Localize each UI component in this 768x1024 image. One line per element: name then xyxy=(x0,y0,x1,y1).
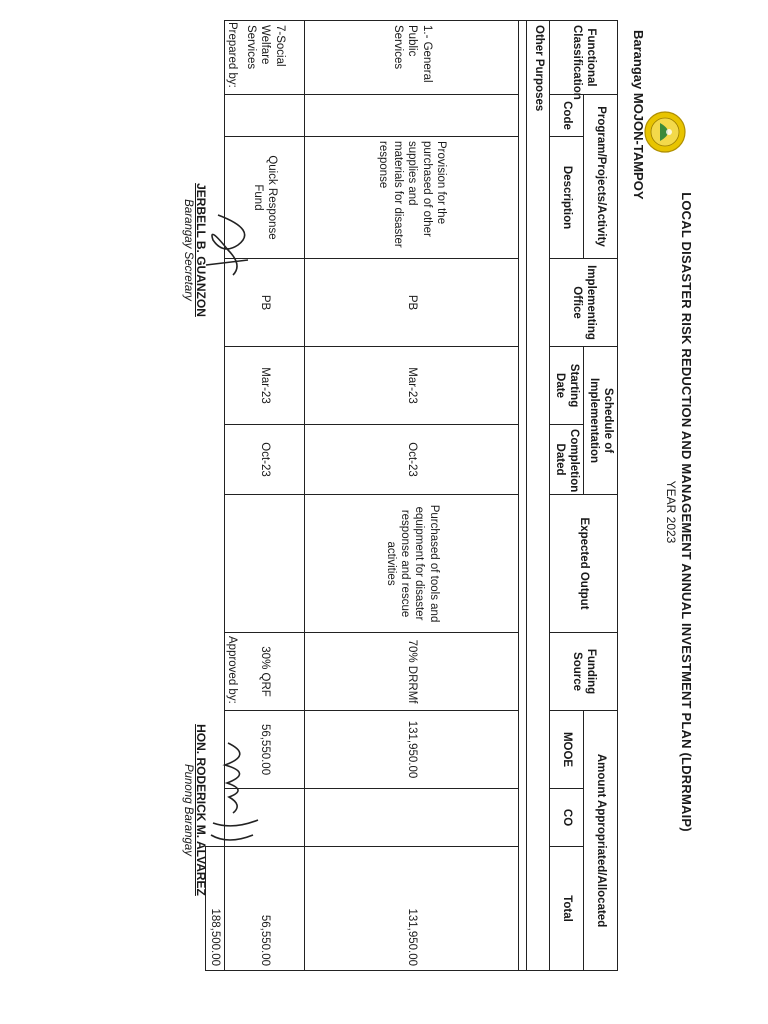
cell-mooe: 56,550.00 xyxy=(225,711,305,789)
cell-total: 56,550.00 xyxy=(225,847,305,971)
col-total: Total xyxy=(550,847,584,971)
cell-output xyxy=(225,495,305,633)
col-co: CO xyxy=(550,789,584,847)
cell-mooe: 131,950.00 xyxy=(305,711,519,789)
cell-start: Mar-23 xyxy=(305,347,519,425)
cell-classification: 7-Social Welfare Services xyxy=(225,21,305,95)
document-year: YEAR 2023 xyxy=(664,480,678,544)
col-starting-date: Starting Date xyxy=(550,347,584,425)
col-schedule: Schedule of Implementation xyxy=(584,347,618,495)
cell-fund: 30% QRF xyxy=(225,633,305,711)
col-amount: Amount Appropriated/Allocated xyxy=(584,711,618,971)
prepared-by-block xyxy=(182,140,208,360)
table-row xyxy=(305,21,519,971)
cell-office: PB xyxy=(305,259,519,347)
col-description: Description xyxy=(550,137,584,259)
prepared-by-position: Barangay Secretary xyxy=(182,199,194,301)
cell-output: Purchased of tools and equipment for disaster response and rescue activities xyxy=(305,495,519,633)
prepared-signature-icon xyxy=(198,205,268,295)
col-implementing-office: Implementing Office xyxy=(550,259,618,347)
cell-fund: 70% DRRMf xyxy=(305,633,519,711)
col-completion-dated: Completion Dated xyxy=(550,425,584,495)
document-title: LOCAL DISASTER RISK REDUCTION AND MANAGEMENT ANNUAL INVESTMENT PLAN (LDRRMAIP) xyxy=(679,192,694,832)
cell-total: 131,950.00 xyxy=(305,847,519,971)
cell-end: Oct-23 xyxy=(305,425,519,495)
approved-by-label: Approved by: xyxy=(226,636,238,704)
cell-co xyxy=(305,789,519,847)
cell-code xyxy=(305,95,519,137)
approved-by-position: Punong Barangay xyxy=(182,763,194,857)
col-code: Code xyxy=(550,95,584,137)
cell-code xyxy=(225,95,305,137)
grand-total: 188,500.00 xyxy=(206,847,225,971)
col-ppa: Program/Projects/Activity xyxy=(584,95,618,259)
col-expected-output: Expected Output xyxy=(550,495,618,633)
col-mooe: MOOE xyxy=(550,711,584,789)
col-funding-source: Funding Source xyxy=(550,633,618,711)
barangay-name: Barangay MOJON-TAMPOY xyxy=(631,30,646,200)
section-label: Other Purposes xyxy=(527,21,550,971)
approved-signature-icon xyxy=(203,735,273,855)
col-functional-classification: Functional Classification xyxy=(550,21,618,95)
prepared-by-label: Prepared by: xyxy=(226,22,238,88)
cell-start: Mar-23 xyxy=(225,347,305,425)
prepared-by-name: JERBELL B. GUANZON xyxy=(194,183,208,317)
cell-description: Provision for the purchased of other supplies and materials for disaster response xyxy=(305,137,519,259)
cell-description: Quick Response Fund xyxy=(225,137,305,259)
cell-end: Oct-23 xyxy=(225,425,305,495)
approved-by-name: HON. RODERICK M. ALVAREZ xyxy=(194,724,208,896)
approved-by-block xyxy=(182,690,208,930)
cell-classification: 1.- General Public Services xyxy=(305,21,519,95)
cell-office: PB xyxy=(225,259,305,347)
